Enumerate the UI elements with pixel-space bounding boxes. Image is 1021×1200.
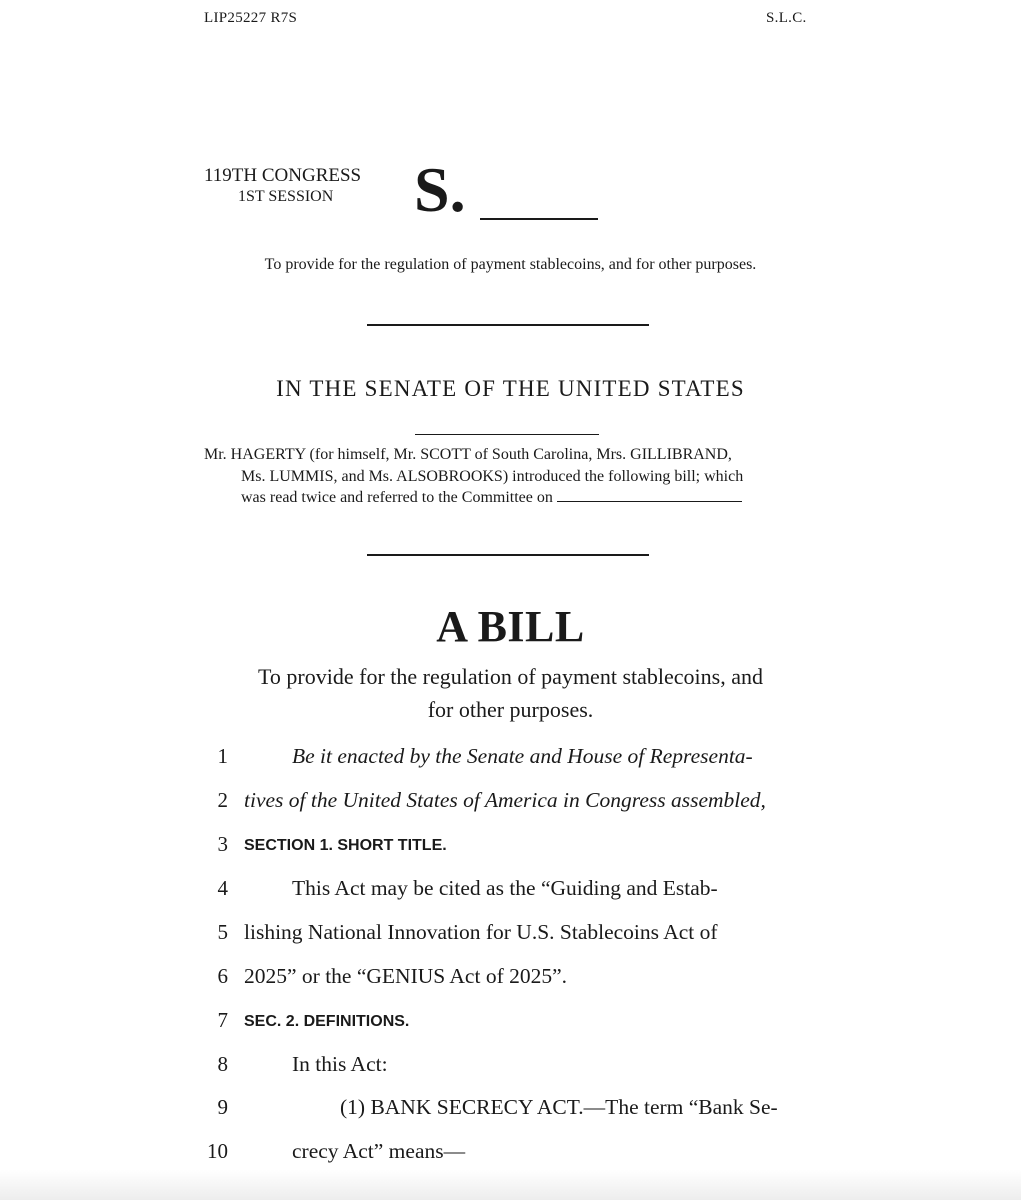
page-bottom-shadow xyxy=(0,1170,1021,1200)
committee-blank xyxy=(557,489,742,502)
line-number: 4 xyxy=(217,876,228,900)
line-number: 7 xyxy=(217,1008,228,1032)
introduction-line: Ms. LUMMIS, and Ms. ALSOBROOKS) introduced the following bill; which xyxy=(241,467,744,485)
enacting-clause-line: Be it enacted by the Senate and House of Representa- xyxy=(292,744,753,768)
congress-label: 119TH CONGRESS xyxy=(204,165,362,186)
text-line: This Act may be cited as the “Guiding and Estab- xyxy=(292,876,718,900)
divider-rule xyxy=(367,324,649,326)
introduction-line: Mr. HAGERTY (for himself, Mr. SCOTT of South Carolina, Mrs. GILLIBRAND, xyxy=(204,446,732,463)
chamber-heading: IN THE SENATE OF THE UNITED STATES xyxy=(276,376,745,401)
section-heading: SECTION 1. SHORT TITLE. xyxy=(244,837,447,854)
line-number: 9 xyxy=(217,1095,228,1119)
masthead-purpose: To provide for the regulation of payment stablecoins, and for other purposes. xyxy=(264,256,757,273)
line-number: 10 xyxy=(207,1139,228,1163)
section-heading: SEC. 2. DEFINITIONS. xyxy=(244,1013,410,1030)
line-number: 8 xyxy=(217,1052,228,1076)
slc-label: S.L.C. xyxy=(766,10,807,26)
line-number: 5 xyxy=(217,920,228,944)
bill-title: A BILL xyxy=(436,602,585,651)
line-number: 2 xyxy=(217,788,228,812)
line-number: 6 xyxy=(217,964,228,988)
text-line: crecy Act” means— xyxy=(292,1139,466,1163)
bill-purpose-line: To provide for the regulation of payment stablecoins, and xyxy=(258,664,763,689)
divider-rule-short xyxy=(415,434,599,435)
bill-purpose-line: for other purposes. xyxy=(427,697,594,722)
introduction-paragraph xyxy=(204,444,811,509)
bill-number-blank xyxy=(480,218,598,220)
session-label: 1ST SESSION xyxy=(238,188,334,205)
bill-prefix: S. xyxy=(414,154,466,225)
line-number: 3 xyxy=(217,832,228,856)
text-line: 2025” or the “GENIUS Act of 2025”. xyxy=(244,964,568,988)
text-line: In this Act: xyxy=(292,1052,388,1076)
introduction-line xyxy=(204,487,811,509)
enacting-clause-line: tives of the United States of America in Congress assembled, xyxy=(244,788,766,812)
document-id: LIP25227 R7S xyxy=(204,10,298,26)
line-number: 1 xyxy=(217,744,228,768)
bill-purpose xyxy=(0,660,1021,726)
text-line: (1) BANK SECRECY ACT.—The term “Bank Se- xyxy=(340,1095,778,1119)
divider-rule xyxy=(367,554,649,556)
text-line: lishing National Innovation for U.S. Stablecoins Act of xyxy=(244,920,718,944)
introduction-line-text: was read twice and referred to the Committee on xyxy=(241,489,553,506)
